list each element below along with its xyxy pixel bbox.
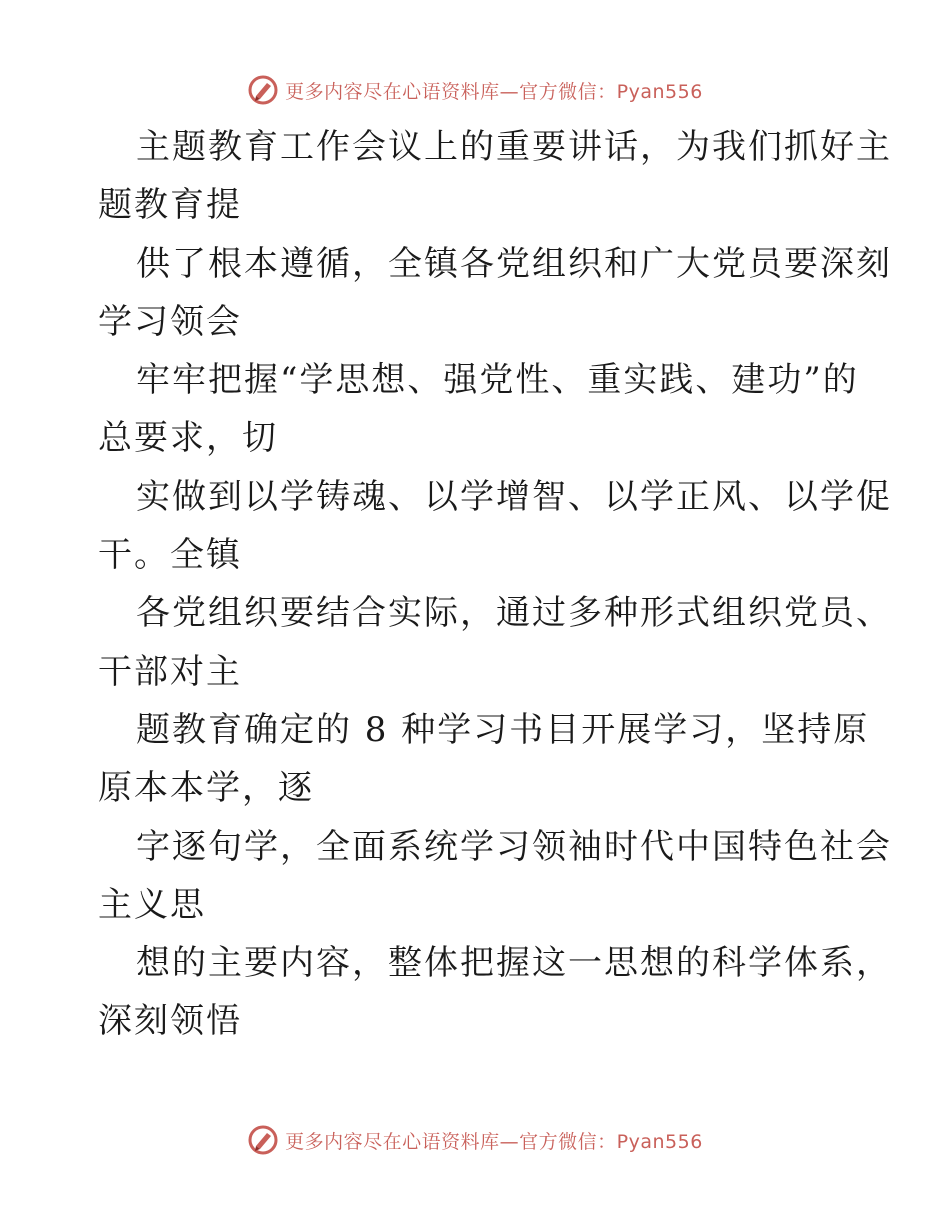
text-line-2: 题教育提 bbox=[98, 185, 242, 226]
footer-banner-text: 更多内容尽在心语资料库—官方微信：Pyan556 bbox=[285, 1130, 703, 1153]
text-line-4: 学习领会 bbox=[98, 301, 242, 342]
text-line-6: 总要求，切 bbox=[98, 418, 278, 459]
text-line-1: 主题教育工作会议上的重要讲话，为我们抓好主 bbox=[136, 127, 892, 167]
text-line-15: 想的主要内容，整体把握这一思想的科学体系， bbox=[136, 943, 892, 984]
footer-banner bbox=[0, 1120, 950, 1160]
pen-circle-logo-icon bbox=[247, 74, 279, 106]
text-line-14: 主义思 bbox=[98, 884, 206, 925]
pen-circle-logo-icon bbox=[247, 1124, 279, 1156]
text-line-11: 题教育确定的 8 种学习书目开展学习，坚持原 bbox=[136, 709, 870, 750]
text-line-3: 供了根本遵循，全镇各党组织和广大党员要深刻 bbox=[136, 243, 892, 284]
header-banner-text: 更多内容尽在心语资料库—官方微信：Pyan556 bbox=[285, 80, 703, 103]
text-line-8: 干。全镇 bbox=[98, 535, 242, 576]
document-body bbox=[98, 118, 892, 1051]
text-line-10: 干部对主 bbox=[98, 651, 242, 692]
text-line-12: 原本本学，逐 bbox=[98, 768, 314, 809]
text-line-9: 各党组织要结合实际，通过多种形式组织党员、 bbox=[136, 593, 892, 634]
text-line-5: 牢牢把握“学思想、强党性、重实践、建功”的 bbox=[136, 360, 859, 401]
text-line-16: 深刻领悟 bbox=[98, 1001, 242, 1042]
text-line-13: 字逐句学，全面系统学习领袖时代中国特色社会 bbox=[136, 826, 892, 867]
text-line-7: 实做到以学铸魂、以学增智、以学正风、以学促 bbox=[136, 476, 892, 517]
header-banner bbox=[0, 70, 950, 110]
